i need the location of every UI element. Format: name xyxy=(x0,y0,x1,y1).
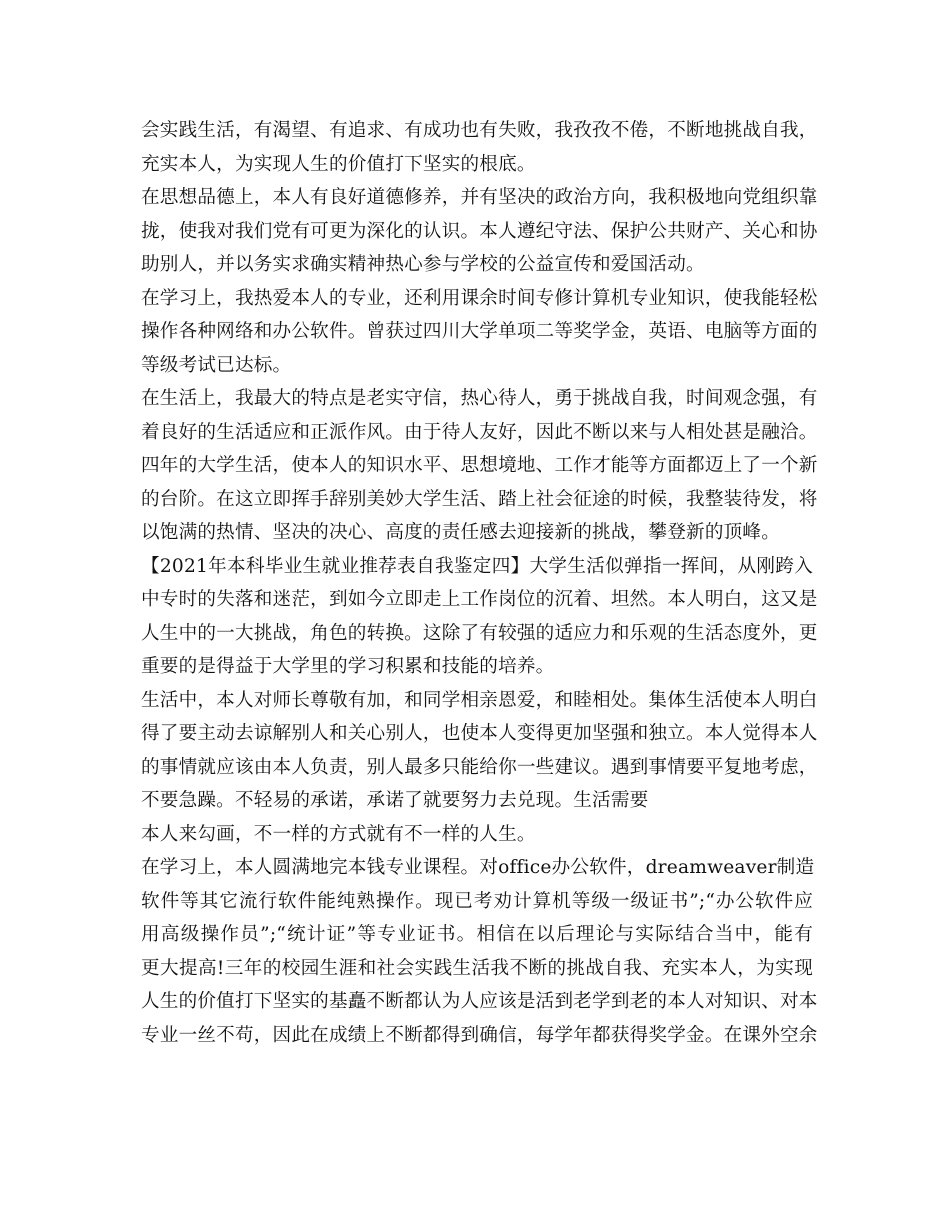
text-line: 拢，使我对我们党有可更为深化的认识。本人遵纪守法、保护公共财产、关心和协 xyxy=(141,220,818,242)
text-line: 操作各种网络和办公软件。曾获过四川大学单项二等奖学金，英语、电脑等方面的 xyxy=(141,321,818,342)
text-line: 着良好的生活适应和正派作风。由于待人友好，因此不断以来与人相处甚是融洽。 xyxy=(141,421,818,443)
text-line: 不要急躁。不轻易的承诺，承诺了就要努力去兑现。生活需要 xyxy=(141,790,649,811)
text-line: 中专时的失落和迷茫，到如今立即走上工作岗位的沉着、坦然。本人明白，这又是 xyxy=(141,589,818,610)
text-line: 软件等其它流行软件能纯熟操作。现已考劝计算机等级一级证书”;“办公软件应 xyxy=(141,890,813,912)
text-line: 人生中的一大挑战，角色的转换。这除了有较强的适应力和乐观的生活态度外，更 xyxy=(141,622,818,644)
text-line: 四年的大学生活，使本人的知识水平、思想境地、工作才能等方面都迈上了一个新 xyxy=(141,455,818,476)
text-line: 在学习上，本人圆满地完本钱专业课程。对office办公软件，dreamweaver制造 xyxy=(141,857,815,878)
text-line: 以饱满的热情、坚决的决心、高度的责任感去迎接新的挑战，攀登新的顶峰。 xyxy=(141,522,780,543)
text-line: 本人来勾画，不一样的方式就有不一样的人生。 xyxy=(141,823,536,845)
text-line: 得了要主动去谅解别人和关心别人，也使本人变得更加坚强和独立。本人觉得本人 xyxy=(141,723,818,744)
text-line: 的事情就应该由本人负责，别人最多只能给你一些建议。遇到事情要平复地考虑， xyxy=(141,756,818,778)
text-line: 生活中，本人对师长尊敬有加，和同学相亲恩爱，和睦相处。集体生活使本人明白 xyxy=(141,689,818,711)
text-line: 会实践生活，有渴望、有追求、有成功也有失败，我孜孜不倦，不断地挑战自我， xyxy=(141,120,818,141)
text-line: 重要的是得益于大学里的学习积累和技能的培养。 xyxy=(141,656,555,677)
text-line: 专业一丝不苟，因此在成绩上不断都得到确信，每学年都获得奖学金。在课外空余 xyxy=(141,1024,818,1046)
text-line: 更大提高!三年的校园生涯和社会实践生活我不断的挑战自我、充实本人，为实现 xyxy=(141,957,813,979)
text-line: 充实本人，为实现人生的价值打下坚实的根底。 xyxy=(141,153,536,175)
text-line: 助别人，并以务实求确实精神热心参与学校的公益宣传和爱国活动。 xyxy=(141,254,705,275)
text-line: 人生的价值打下坚实的基矗不断都认为人应该是活到老学到老的本人对知识、对本 xyxy=(141,991,818,1012)
text-line: 在思想品德上，本人有良好道德修养，并有坚决的政治方向，我积极地向党组织靠 xyxy=(141,187,818,208)
text-line: 在生活上，我最大的特点是老实守信，热心待人，勇于挑战自我，时间观念强，有 xyxy=(141,388,818,409)
text-line: 等级考试已达标。 xyxy=(141,354,292,376)
text-line: 【2021年本科毕业生就业推荐表自我鉴定四】大学生活似弹指一挥间，从刚跨入 xyxy=(141,555,813,577)
text-line: 的台阶。在这立即挥手辞别美妙大学生活、踏上社会征途的时候，我整装待发，将 xyxy=(141,488,818,510)
document-body xyxy=(141,114,818,1052)
text-line: 在学习上，我热爱本人的专业，还利用课余时间专修计算机专业知识，使我能轻松 xyxy=(141,287,818,309)
text-line: 用高级操作员”;“统计证”等专业证书。相信在以后理论与实际结合当中，能有 xyxy=(141,924,813,945)
